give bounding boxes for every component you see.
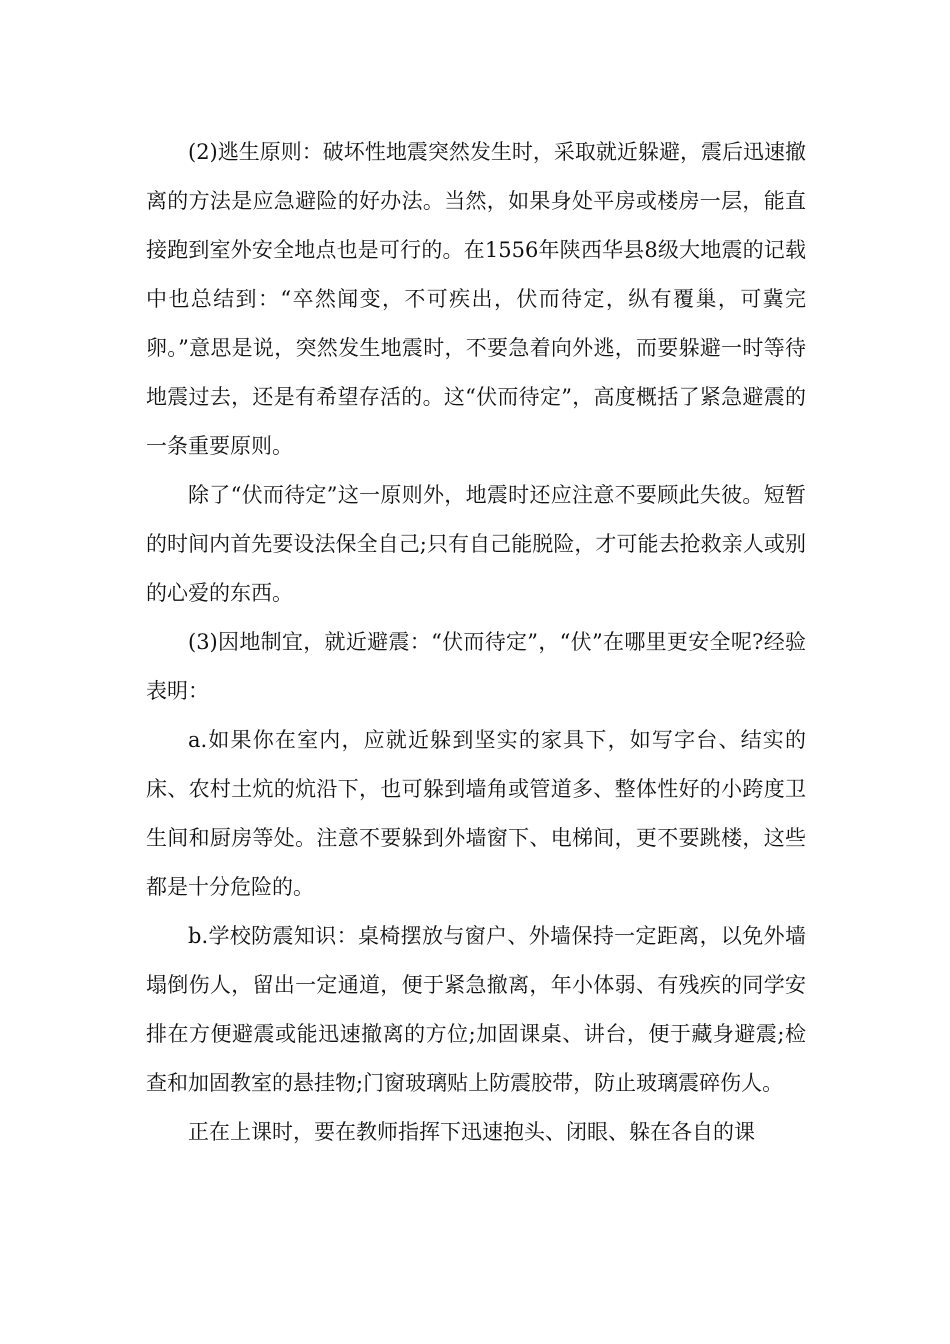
paragraph-indoor-shelter: a.如果你在室内，应就近躲到坚实的家具下，如写字台、结实的床、农村土炕的炕沿下，也可躲到墙角或管道多、整体性好的小跨度卫生间和厨房等处。注意不要躲到外墙窗下、电梯间，更不要跳楼，这些都是十分危险的。 xyxy=(146,728,806,899)
paragraph-in-class: 正在上课时，要在教师指挥下迅速抱头、闭眼、躲在各自的课 xyxy=(188,1120,755,1144)
paragraph-self-protection: 除了“伏而待定”这一原则外，地震时还应注意不要顾此失彼。短暂的时间内首先要设法保全自己;只有自己能脱险，才可能去抢救亲人或别的心爱的东西。 xyxy=(146,483,806,605)
paragraph-escape-principle: (2)逃生原则：破坏性地震突然发生时，采取就近躲避，震后迅速撤离的方法是应急避险的好办法。当然，如果身处平房或楼房一层，能直接跑到室外安全地点也是可行的。在1556年陕西华县8级大地震的记载中也总结到：“卒然闻变，不可疾出，伏而待定，纵有覆巢，可冀完卵。”意思是说，突然发生地震时，不要急着向外逃，而要躲避一时等待地震过去，还是有希望存活的。这“伏而待定”，高度概括了紧急避震的一条重要原则。 xyxy=(146,140,806,458)
document-body xyxy=(146,128,806,1157)
paragraph-local-shelter: (3)因地制宜，就近避震：“伏而待定”，“伏”在哪里更安全呢?经验表明： xyxy=(146,630,806,703)
paragraph-school-knowledge: b.学校防震知识：桌椅摆放与窗户、外墙保持一定距离，以免外墙塌倒伤人，留出一定通道，便于紧急撤离，年小体弱、有残疾的同学安排在方便避震或能迅速撤离的方位;加固课桌、讲台，便于藏身避震;检查和加固教室的悬挂物;门窗玻璃贴上防震胶带，防止玻璃震碎伤人。 xyxy=(146,924,806,1095)
